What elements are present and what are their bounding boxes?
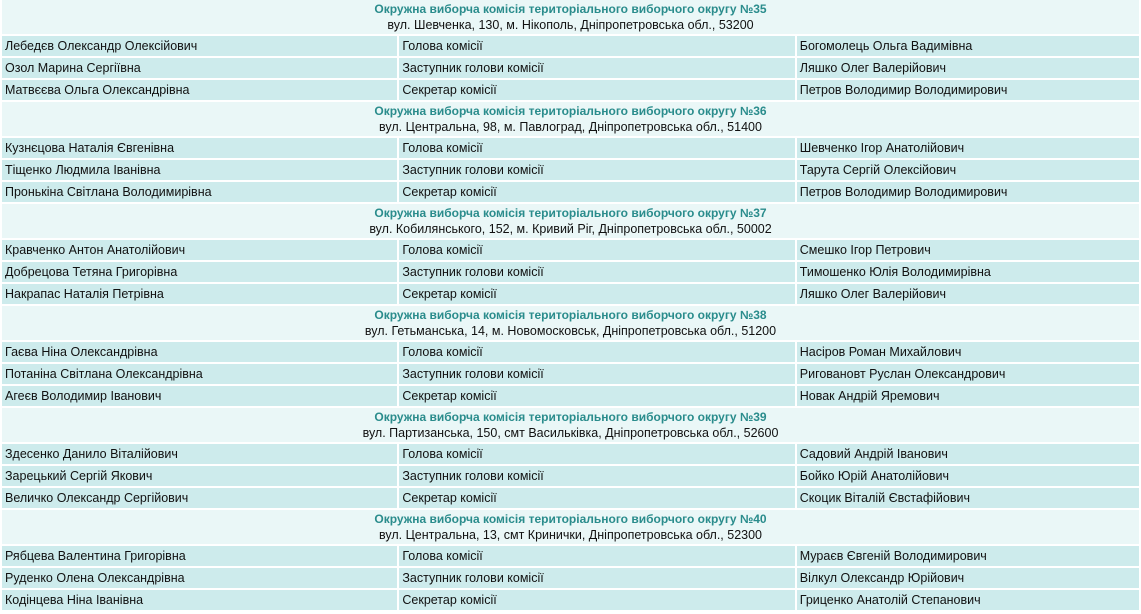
member-role: Заступник голови комісії [399, 466, 794, 486]
member-name: Накрапас Наталія Петрівна [2, 284, 397, 304]
district-header-row [2, 510, 1139, 544]
nominating-candidate: Тимошенко Юлія Володимирівна [797, 262, 1139, 282]
member-role: Заступник голови комісії [399, 160, 794, 180]
member-name: Рябцева Валентина Григорівна [2, 546, 397, 566]
member-name: Руденко Олена Олександрівна [2, 568, 397, 588]
member-name: Матвєєва Ольга Олександрівна [2, 80, 397, 100]
member-row [2, 160, 1139, 180]
nominating-candidate: Шевченко Ігор Анатолійович [797, 138, 1139, 158]
member-role: Заступник голови комісії [399, 568, 794, 588]
member-row [2, 546, 1139, 566]
district-address: вул. Партизанська, 150, смт Васильківка, Дніпропетровська обл., 52600 [362, 426, 779, 440]
member-role: Голова комісії [399, 546, 794, 566]
district-header [2, 510, 1139, 544]
member-role: Заступник голови комісії [399, 58, 794, 78]
member-name: Величко Олександр Сергійович [2, 488, 397, 508]
district-header-row [2, 306, 1139, 340]
member-role: Секретар комісії [399, 386, 794, 406]
member-row [2, 36, 1139, 56]
member-row [2, 138, 1139, 158]
member-name: Пронькіна Світлана Володимирівна [2, 182, 397, 202]
member-role: Голова комісії [399, 240, 794, 260]
nominating-candidate: Петров Володимир Володимирович [797, 182, 1139, 202]
member-row [2, 466, 1139, 486]
district-header-row [2, 0, 1139, 34]
district-header [2, 306, 1139, 340]
member-row [2, 568, 1139, 588]
district-address: вул. Центральна, 98, м. Павлоград, Дніпропетровська обл., 51400 [379, 120, 762, 134]
district-title: Окружна виборча комісія територіального виборчого округу №39 [374, 410, 767, 424]
nominating-candidate: Мураєв Євгеній Володимирович [797, 546, 1139, 566]
member-role: Секретар комісії [399, 80, 794, 100]
district-address: вул. Гетьманська, 14, м. Новомосковськ, Дніпропетровська обл., 51200 [364, 324, 777, 338]
member-name: Здесенко Данило Віталійович [2, 444, 397, 464]
nominating-candidate: Петров Володимир Володимирович [797, 80, 1139, 100]
member-name: Гаєва Ніна Олександрівна [2, 342, 397, 362]
district-header-row [2, 408, 1139, 442]
member-role: Секретар комісії [399, 182, 794, 202]
member-role: Секретар комісії [399, 284, 794, 304]
nominating-candidate: Гриценко Анатолій Степанович [797, 590, 1139, 610]
member-name: Озол Марина Сергіївна [2, 58, 397, 78]
member-row [2, 262, 1139, 282]
member-row [2, 182, 1139, 202]
district-title: Окружна виборча комісія територіального виборчого округу №38 [374, 308, 767, 322]
member-name: Лебедєв Олександр Олексійович [2, 36, 397, 56]
member-name: Кузнєцова Наталія Євгенівна [2, 138, 397, 158]
member-name: Кравченко Антон Анатолійович [2, 240, 397, 260]
member-row [2, 364, 1139, 384]
district-header [2, 408, 1139, 442]
nominating-candidate: Тарута Сергій Олексійович [797, 160, 1139, 180]
member-role: Заступник голови комісії [399, 262, 794, 282]
commission-roster-body [2, 0, 1139, 610]
member-name: Зарецький Сергій Якович [2, 466, 397, 486]
member-role: Голова комісії [399, 342, 794, 362]
member-row [2, 284, 1139, 304]
nominating-candidate: Насіров Роман Михайлович [797, 342, 1139, 362]
member-row [2, 342, 1139, 362]
district-title: Окружна виборча комісія територіального виборчого округу №37 [374, 206, 767, 220]
member-role: Секретар комісії [399, 488, 794, 508]
nominating-candidate: Скоцик Віталій Євстафійович [797, 488, 1139, 508]
member-row [2, 80, 1139, 100]
member-row [2, 488, 1139, 508]
district-address: вул. Центральна, 13, смт Кринички, Дніпропетровська обл., 52300 [378, 528, 763, 542]
member-name: Агеєв Володимир Іванович [2, 386, 397, 406]
member-name: Кодінцева Ніна Іванівна [2, 590, 397, 610]
nominating-candidate: Богомолець Ольга Вадимівна [797, 36, 1139, 56]
member-role: Голова комісії [399, 444, 794, 464]
member-row [2, 444, 1139, 464]
district-header [2, 204, 1139, 238]
member-name: Тіщенко Людмила Іванівна [2, 160, 397, 180]
member-role: Голова комісії [399, 138, 794, 158]
district-header [2, 0, 1139, 34]
nominating-candidate: Садовий Андрій Іванович [797, 444, 1139, 464]
member-row [2, 590, 1139, 610]
member-name: Добрецова Тетяна Григорівна [2, 262, 397, 282]
nominating-candidate: Риговановт Руслан Олександрович [797, 364, 1139, 384]
member-name: Потаніна Світлана Олександрівна [2, 364, 397, 384]
member-role: Секретар комісії [399, 590, 794, 610]
district-address: вул. Кобилянського, 152, м. Кривий Ріг, Дніпропетровська обл., 50002 [369, 222, 772, 236]
district-address: вул. Шевченка, 130, м. Нікополь, Дніпропетровська обл., 53200 [387, 18, 754, 32]
nominating-candidate: Ляшко Олег Валерійович [797, 58, 1139, 78]
district-header-row [2, 102, 1139, 136]
nominating-candidate: Бойко Юрій Анатолійович [797, 466, 1139, 486]
member-row [2, 240, 1139, 260]
district-title: Окружна виборча комісія територіального виборчого округу №40 [374, 512, 767, 526]
nominating-candidate: Смешко Ігор Петрович [797, 240, 1139, 260]
nominating-candidate: Вілкул Олександр Юрійович [797, 568, 1139, 588]
member-row [2, 58, 1139, 78]
member-row [2, 386, 1139, 406]
member-role: Заступник голови комісії [399, 364, 794, 384]
nominating-candidate: Новак Андрій Яремович [797, 386, 1139, 406]
district-header [2, 102, 1139, 136]
district-header-row [2, 204, 1139, 238]
district-title: Окружна виборча комісія територіального виборчого округу №35 [374, 2, 767, 16]
district-title: Окружна виборча комісія територіального виборчого округу №36 [374, 104, 767, 118]
nominating-candidate: Ляшко Олег Валерійович [797, 284, 1139, 304]
member-role: Голова комісії [399, 36, 794, 56]
